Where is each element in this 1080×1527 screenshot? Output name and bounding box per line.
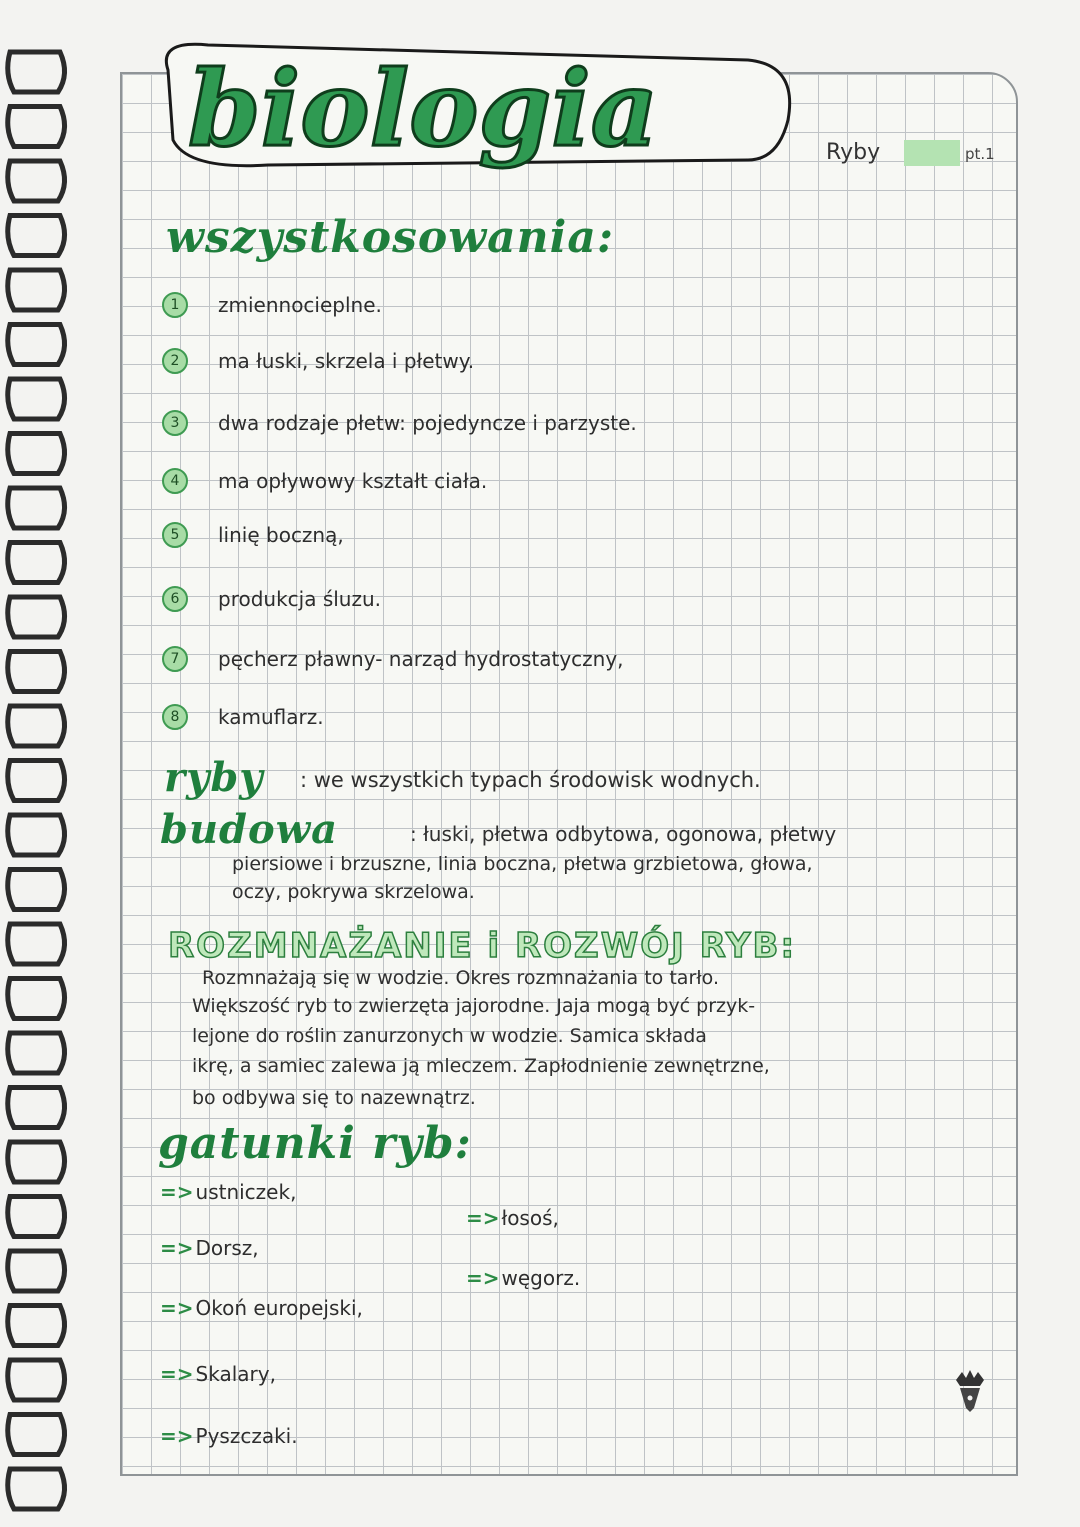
habitat-label: ryby [164,754,264,801]
list-item [466,1266,580,1290]
spiral-ring [8,216,65,256]
item-text: linię boczną, [218,523,344,547]
spiral-ring [8,543,65,583]
list-item [160,1362,276,1386]
arrow-icon: => [160,1424,194,1448]
spiral-binding [0,0,92,1527]
spiral-ring [8,1197,65,1237]
list-item [162,584,381,614]
spiral-ring [8,924,65,964]
spiral-ring [8,1033,65,1073]
arrow-icon: => [466,1266,500,1290]
species-name: Dorsz, [195,1236,259,1260]
spiral-ring [8,1415,65,1455]
spiral-ring [8,761,65,801]
structure-line-1: : łuski, płetwa odbytowa, ogonowa, płetwy [410,822,837,846]
list-item [466,1206,559,1230]
structure-line-2: piersiowe i brzuszne, linia boczna, płetwa grzbietowa, głowa, [232,853,813,875]
item-number: 4 [162,468,188,494]
species-name: Skalary, [195,1362,276,1386]
title-outline [148,30,808,220]
species-name: ustniczek, [195,1180,297,1204]
species-name: węgorz. [501,1266,581,1290]
list-item [160,1180,296,1204]
list-item [162,466,487,496]
species-name: Pyszczaki. [195,1424,298,1448]
species-name: Okoń europejski, [195,1296,363,1320]
part-label: pt.1 [965,145,995,163]
reproduction-line: bo odbywa się to nazewnątrz. [192,1087,476,1109]
arrow-icon: => [466,1206,500,1230]
list-item [162,520,344,550]
list-item [162,408,637,438]
item-number: 8 [162,704,188,730]
item-text: ma łuski, skrzela i płetwy. [218,349,475,373]
list-item [162,290,382,320]
spiral-ring [8,1251,65,1291]
spiral-ring [8,870,65,910]
list-item [160,1236,259,1260]
habitat-text: : we wszystkich typach środowisk wodnych. [300,768,761,792]
spiral-ring [8,1469,65,1509]
list-item [160,1296,363,1320]
structure-line-3: oczy, pokrywa skrzelowa. [232,881,475,903]
features-heading: wszystkosowania: [166,212,615,263]
reproduction-line: Większość ryb to zwierzęta jajorodne. Jaja mogą być przyk- [192,995,756,1017]
arrow-icon: => [160,1236,194,1260]
spiral-ring [8,107,65,147]
item-text: pęcherz pławny- narząd hydrostatyczny, [218,647,624,671]
topic-label: Ryby [826,140,881,165]
reproduction-line: ikrę, a samiec zalewa ją mleczem. Zapłodnienie zewnętrzne, [192,1055,770,1077]
item-number: 3 [162,410,188,436]
list-item [160,1424,298,1448]
reproduction-heading: ROZMNAŻANIE i ROZWÓJ RYB: [168,926,797,966]
item-number: 1 [162,292,188,318]
list-item [162,346,474,376]
item-text: produkcja śluzu. [218,587,382,611]
item-number: 7 [162,646,188,672]
spiral-ring [8,1360,65,1400]
arrow-icon: => [160,1296,194,1320]
spiral-ring [8,979,65,1019]
spiral-ring [8,379,65,419]
spiral-ring [8,706,65,746]
reproduction-line: Rozmnażają się w wodzie. Okres rozmnażania to tarło. [202,967,719,989]
spiral-ring [8,652,65,692]
spiral-ring [8,1306,65,1346]
item-text: kamuflarz. [218,705,324,729]
spiral-ring [8,52,65,92]
item-number: 6 [162,586,188,612]
item-text: dwa rodzaje płetw: pojedyncze i parzyste. [218,411,637,435]
list-item [162,702,324,732]
spiral-ring [8,1142,65,1182]
species-name: łosoś, [501,1206,559,1230]
spiral-ring [8,815,65,855]
spiral-ring [8,1088,65,1128]
item-text: ma opływowy kształt ciała. [218,469,488,493]
topic-highlight [904,140,960,166]
title-banner [148,30,808,220]
list-item [162,644,624,674]
species-heading: gatunki ryb: [158,1118,472,1169]
spiral-ring [8,488,65,528]
crown-pen-icon [950,1368,990,1414]
item-number: 2 [162,348,188,374]
spiral-ring [8,325,65,365]
spiral-ring [8,434,65,474]
reproduction-line: lejone do roślin zanurzonych w wodzie. Samica składa [192,1025,707,1047]
item-text: zmiennocieplne. [218,293,382,317]
arrow-icon: => [160,1180,194,1204]
page-title: biologia [188,47,659,170]
structure-label: budowa [160,806,339,853]
item-number: 5 [162,522,188,548]
spiral-ring [8,161,65,201]
arrow-icon: => [160,1362,194,1386]
spiral-ring [8,270,65,310]
spiral-ring [8,597,65,637]
